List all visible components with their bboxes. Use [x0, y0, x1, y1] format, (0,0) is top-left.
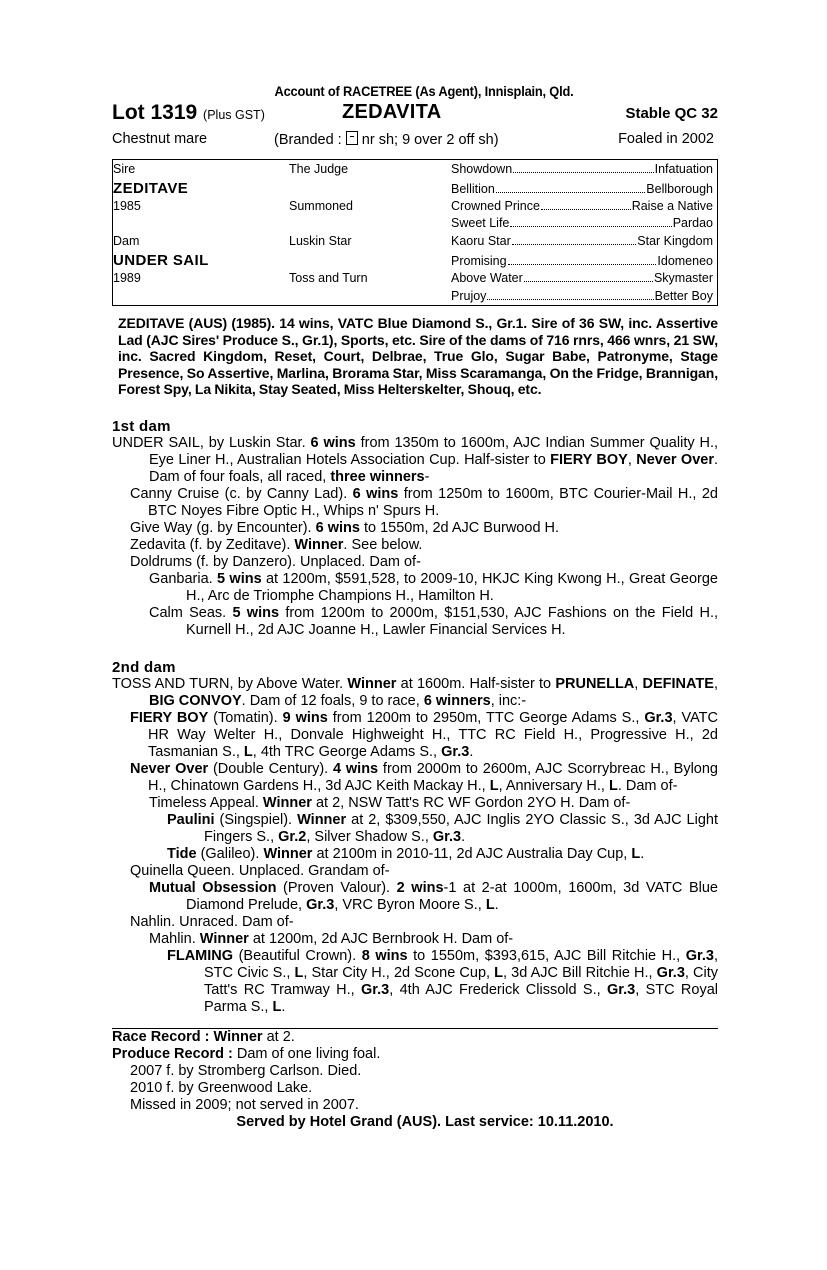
dam-name: UNDER SAIL — [113, 252, 209, 269]
foaled-year: Foaled in 2002 — [618, 131, 714, 147]
pedigree-paragraph: Tide (Galileo). Winner at 2100m in 2010-11, 2d AJC Australia Day Cup, L. — [167, 845, 645, 862]
pedigree-paragraph: Calm Seas. 5 wins from 1200m to 2000m, $151,530, AJC Fashions on the Field H., Kurnell H., 2d AJC Joanne H., Lawler Financial Services H. — [149, 604, 718, 638]
pedigree-paragraph: Paulini (Singspiel). Winner at 2, $309,550, AJC Inglis 2YO Classic S., 3d AJC Light Fingers S., Gr.2, Silver Shadow S., Gr.3. — [167, 811, 718, 845]
dam-year: 1989 — [113, 271, 141, 285]
g3-row — [451, 199, 713, 213]
g3-row — [451, 289, 713, 303]
plus-gst: (Plus GST) — [203, 108, 265, 122]
pedigree-paragraph: Zedavita (f. by Zeditave). Winner. See below. — [130, 536, 423, 553]
leader-dots — [524, 271, 653, 282]
lot-line — [112, 101, 718, 127]
g3-name: Crowned Prince — [451, 199, 540, 213]
pedigree-paragraph: Give Way (g. by Encounter). 6 wins to 1550m, 2d AJC Burwood H. — [130, 519, 560, 536]
pedigree-paragraph: FLAMING (Beautiful Crown). 8 wins to 1550m, $393,615, AJC Bill Ritchie H., Gr.3, STC Civic S., L, Star City H., 2d Scone Cup, L, 3d AJC Bill Ritchie H., Gr.3, City Tatt's RC Tramway H., Gr.3, 4th AJC Frederick Clissold S., Gr.3, STC Royal Parma S., L. — [167, 947, 719, 1015]
granddam-maternal: Toss and Turn — [289, 271, 368, 285]
g3-parent: Better Boy — [654, 289, 713, 303]
lot-label: Lot 1319 — [112, 101, 198, 124]
brand-description — [274, 131, 499, 148]
g3-parent: Pardao — [672, 216, 713, 230]
g3-row — [451, 162, 713, 176]
brand-suffix: nr sh; 9 over 2 off sh) — [361, 132, 499, 148]
produce-record-label: Produce Record : — [112, 1045, 233, 1062]
first-dam-heading: 1st dam — [112, 417, 171, 435]
produce-record-value: Dam of one living foal. — [232, 1045, 381, 1062]
race-record-rest: at 2. — [262, 1028, 295, 1045]
second-dam-heading: 2nd dam — [112, 658, 176, 676]
g3-name: Sweet Life — [451, 216, 510, 230]
sire-year: 1985 — [113, 199, 141, 213]
grandsire-maternal: Luskin Star — [289, 234, 352, 248]
pedigree-paragraph: FIERY BOY (Tomatin). 9 wins from 1200m to 2950m, TTC George Adams S., Gr.3, VATC HR Way Welter H., Donvale Highweight H., TTC RC Field H., Progressive H., 2d Tasmanian S., L, 4th TRC George Adams S., Gr.3. — [130, 709, 719, 760]
g3-name: Kaoru Star — [451, 234, 511, 248]
pedigree-paragraph: Quinella Queen. Unplaced. Grandam of- — [130, 862, 390, 879]
catalogue-page — [112, 84, 718, 1130]
leader-dots — [541, 199, 631, 210]
pedigree-table — [112, 159, 718, 306]
g3-row — [451, 216, 713, 230]
leader-dots — [512, 234, 637, 245]
pedigree-paragraph: Ganbaria. 5 wins at 1200m, $591,528, to 2009-10, HKJC King Kwong H., Great George H., Arc de Triomphe Champions H., Hamilton H. — [149, 570, 718, 604]
pedigree-paragraph: Mutual Obsession (Proven Valour). 2 wins-1 at 2-at 1000m, 1600m, 3d VATC Blue Diamond Prelude, Gr.3, VRC Byron Moore S., L. — [149, 879, 718, 913]
leader-dots — [508, 254, 657, 265]
horse-name: ZEDAVITA — [342, 101, 442, 123]
pedigree-paragraph: Nahlin. Unraced. Dam of- — [130, 913, 294, 930]
g3-name: Promising — [451, 254, 507, 268]
granddam-paternal: Summoned — [289, 199, 353, 213]
g3-parent: Skymaster — [653, 271, 713, 285]
pedigree-paragraph: Doldrums (f. by Danzero). Unplaced. Dam of- — [130, 553, 421, 570]
g3-parent: Star Kingdom — [637, 234, 713, 248]
stable-number: Stable QC 32 — [625, 105, 718, 122]
g3-name: Above Water — [451, 271, 523, 285]
pedigree-paragraph: UNDER SAIL, by Luskin Star. 6 wins from 1350m to 1600m, AJC Indian Summer Quality H., Eye Liner H., Australian Hotels Association Cup. Half-sister to FIERY BOY, Never Over. Dam of four foals, all raced, three winners- — [112, 434, 719, 485]
lot-number — [112, 101, 265, 125]
produce-item: 2010 f. by Greenwood Lake. — [130, 1079, 313, 1096]
dam-label: Dam — [113, 234, 140, 248]
pedigree-paragraph: TOSS AND TURN, by Above Water. Winner at 1600m. Half-sister to PRUNELLA, DEFINATE, BIG CONVOY. Dam of 12 foals, 9 to race, 6 winners, inc:- — [112, 675, 718, 709]
g3-parent: Infatuation — [654, 162, 713, 176]
first-dam-section — [112, 435, 718, 639]
pedigree-paragraph: Canny Cruise (c. by Canny Lad). 6 wins from 1250m to 1600m, BTC Courier-Mail H., 2d BTC Noyes Fibre Optic H., Whips n' Spurs H. — [130, 485, 718, 519]
g3-name: Showdown — [451, 162, 513, 176]
g3-row — [451, 234, 713, 248]
leader-dots — [513, 162, 653, 173]
g3-row — [451, 182, 713, 196]
sire-label: Sire — [113, 162, 136, 176]
pedigree-paragraph: Mahlin. Winner at 1200m, 2d AJC Bernbrook H. Dam of- — [149, 930, 514, 947]
vendor-account: Account of RACETREE (As Agent), Innisplain, Qld. — [274, 84, 574, 99]
served-by: Served by Hotel Grand (AUS). Last service: 10.11.2010. — [236, 1113, 614, 1130]
grandsire-paternal: The Judge — [289, 162, 349, 176]
leader-dots — [510, 216, 671, 227]
g3-row — [451, 254, 713, 268]
g3-parent: Idomeneo — [657, 254, 713, 268]
leader-dots — [496, 182, 646, 193]
pedigree-paragraph: Timeless Appeal. Winner at 2, NSW Tatt's RC WF Gordon 2YO H. Dam of- — [149, 794, 631, 811]
colour-sex: Chestnut mare — [112, 131, 208, 147]
race-record-value: Winner — [213, 1028, 263, 1045]
second-dam-section — [112, 676, 718, 1016]
g3-row — [451, 271, 713, 285]
produce-item: 2007 f. by Stromberg Carlson. Died. — [130, 1062, 362, 1079]
race-record — [112, 1029, 718, 1046]
sire-name: ZEDITAVE — [113, 180, 189, 197]
produce-record — [112, 1046, 718, 1063]
colour-line — [112, 131, 718, 153]
g3-name: Bellition — [451, 182, 495, 196]
g3-parent: Bellborough — [646, 182, 713, 196]
produce-item: Missed in 2009; not served in 2007. — [130, 1096, 359, 1113]
g3-name: Prujoy — [451, 289, 487, 303]
g3-parent: Raise a Native — [631, 199, 713, 213]
brand-prefix: (Branded : — [274, 132, 342, 148]
brand-mark-icon — [346, 131, 358, 145]
race-record-label: Race Record : — [112, 1028, 210, 1045]
leader-dots — [487, 289, 653, 300]
sire-summary: ZEDITAVE (AUS) (1985). 14 wins, VATC Blue Diamond S., Gr.1. Sire of 36 SW, inc. Assertive Lad (AJC Sires' Produce S., Gr.1), Sports, etc. Sire of the dams of 716 rnrs, 466 wnrs, 21 SW, inc. Sacred Kingdom, Reset, Court, Delbrae, True Glo, Sugar Babe, Patronyme, Stage Presence, So Assertive, Marlina, Brorama Star, Miss Scaramanga, On the Fridge, Brannigan, Forest Spy, La Nikita, Stay Seated, Miss Helterskelter, Shouq, etc. — [118, 315, 718, 397]
pedigree-paragraph: Never Over (Double Century). 4 wins from 2000m to 2600m, AJC Scorrybreac H., Bylong H., Chinatown Gardens H., 3d AJC Keith Mackay H., L, Anniversary H., L. Dam of- — [130, 760, 718, 794]
